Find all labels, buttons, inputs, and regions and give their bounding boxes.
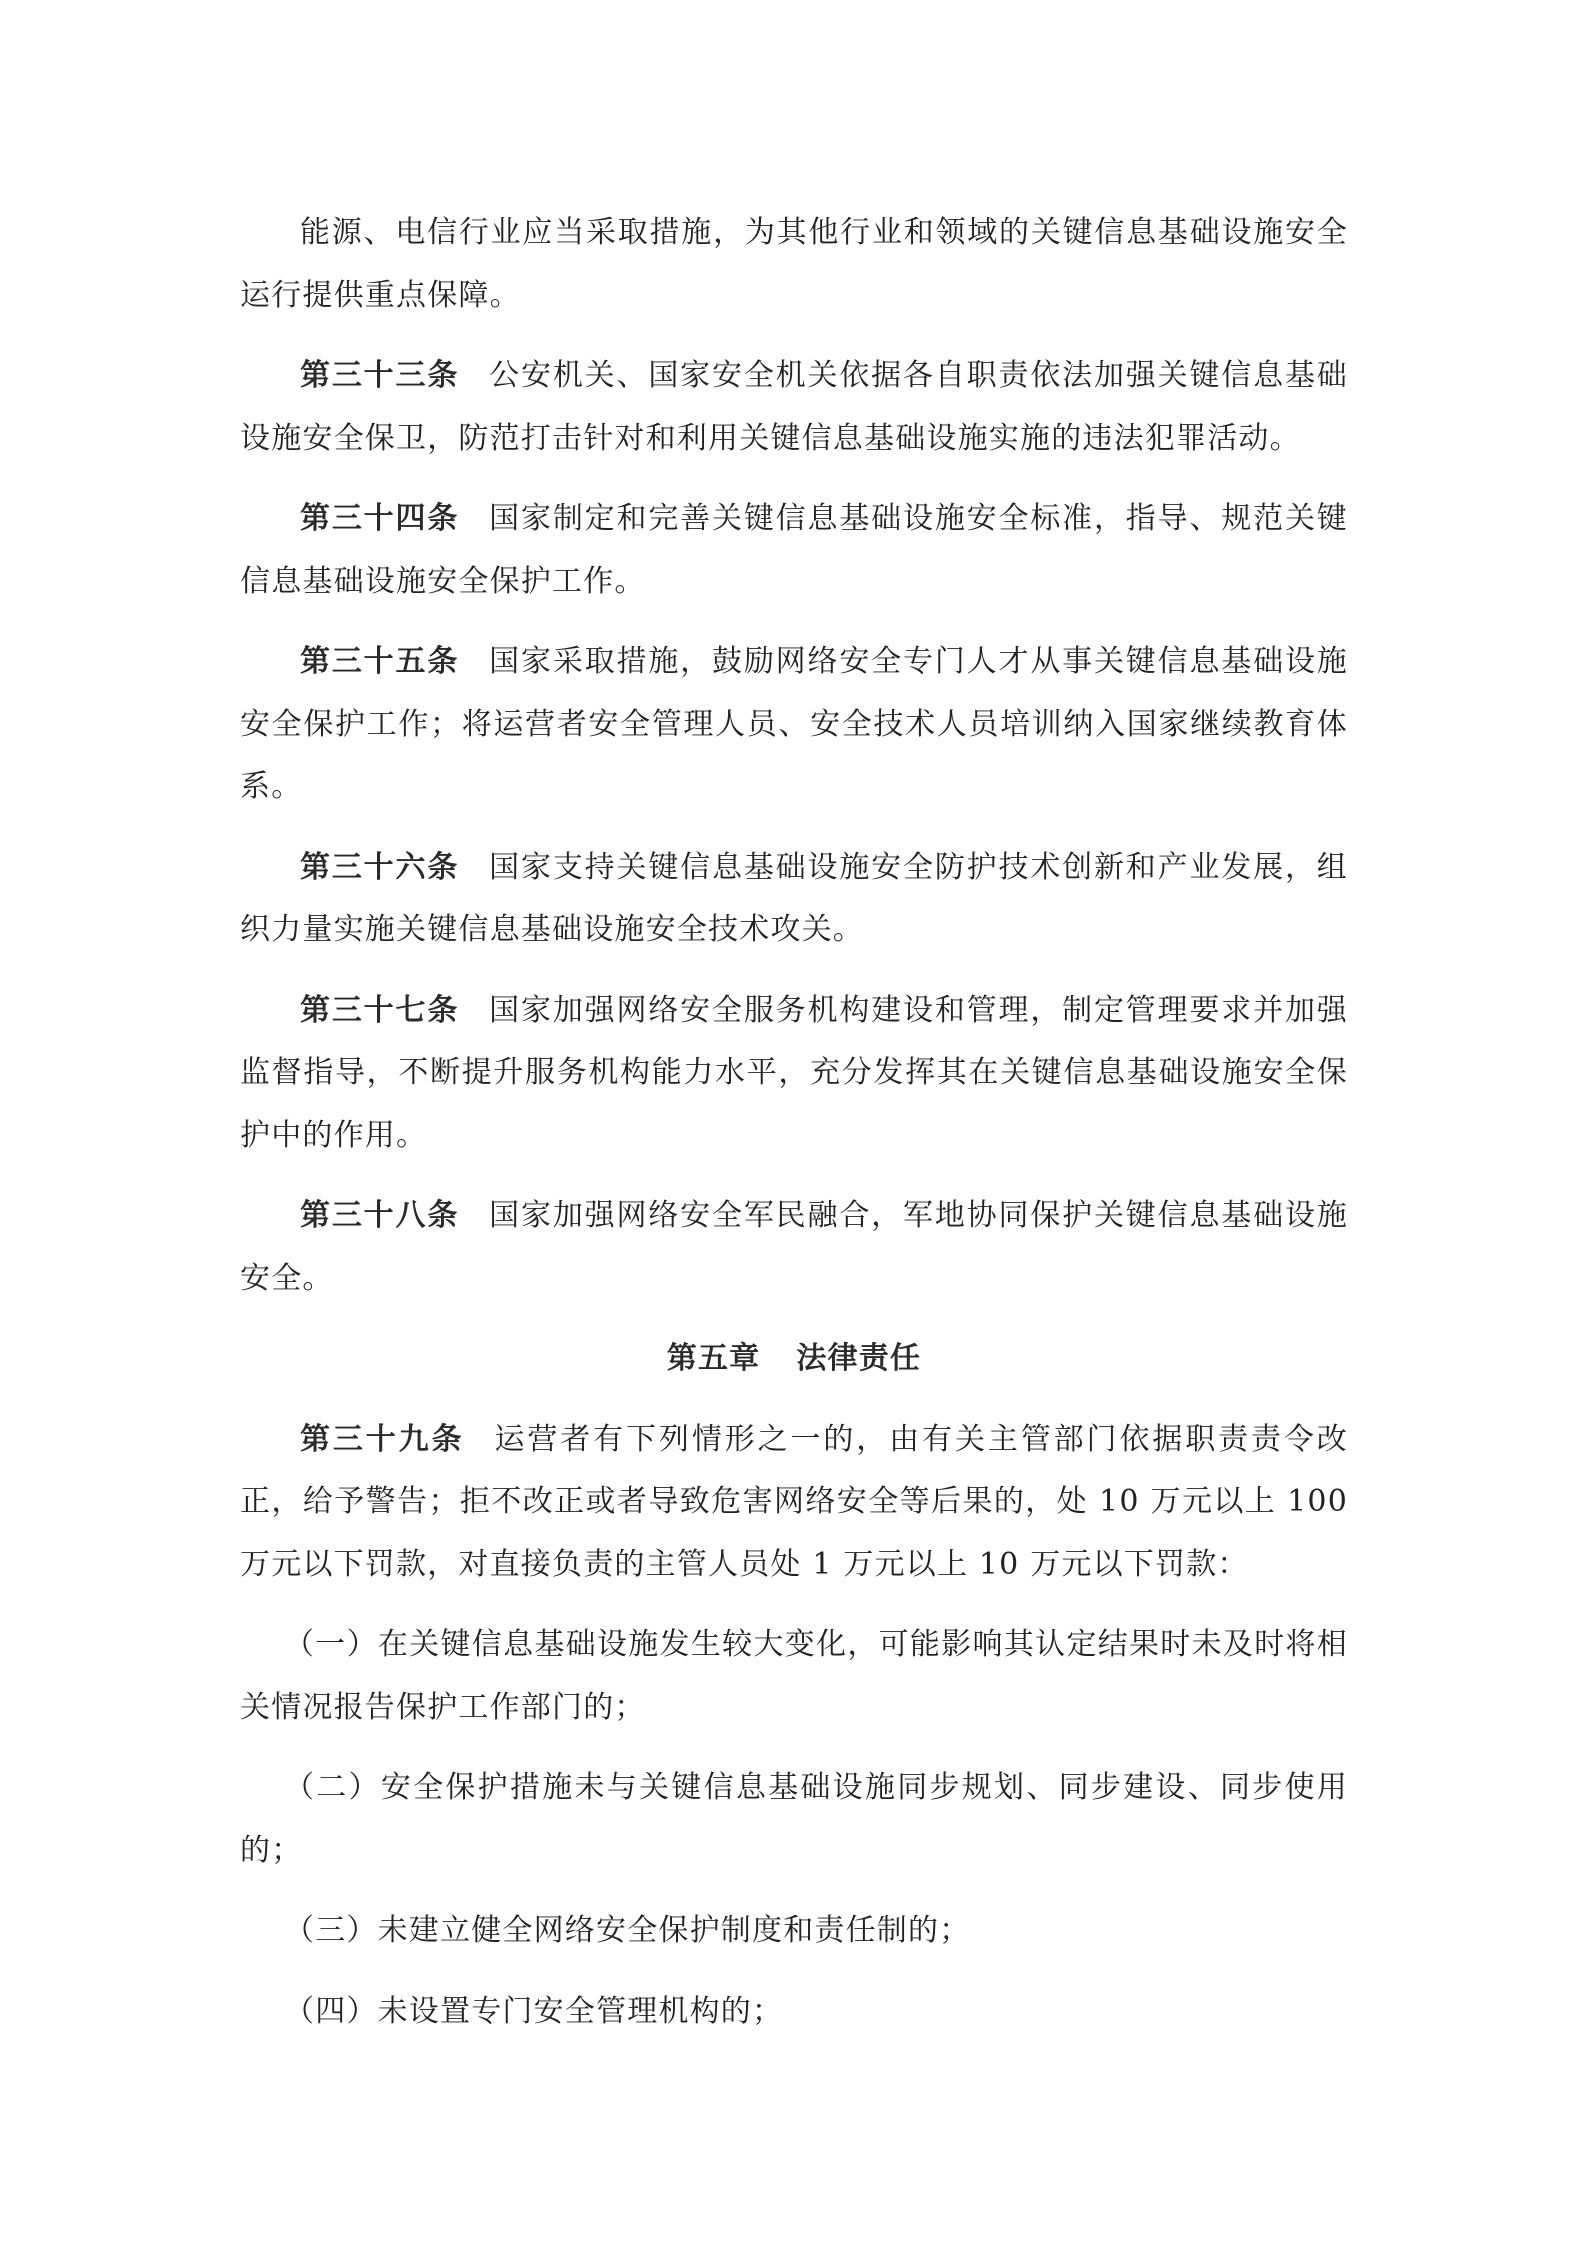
article-number: 第三十七条: [300, 992, 460, 1028]
article-text: 运营者有下列情形之一的，由有关主管部门依据职责责令改正，给予警告；拒不改正或者导致危害网络安全等后果的，处 10 万元以上 100 万元以下罚款，对直接负责的主管人员处 1 万元以上 10 万元以下罚款：: [240, 1421, 1348, 1582]
article-text: 国家加强网络安全军民融合，军地协同保护关键信息基础设施安全。: [240, 1198, 1349, 1296]
article-number: 第三十六条: [300, 849, 460, 885]
article-text: 国家制定和完善关键信息基础设施安全标准，指导、规范关键信息基础设施安全保护工作。: [240, 501, 1349, 599]
article-number: 第三十四条: [300, 501, 460, 536]
article-39: [240, 1409, 1348, 1597]
chapter-title: 法律责任: [796, 1341, 922, 1376]
article-text: 国家加强网络安全服务机构建设和管理，制定管理要求并加强监督指导，不断提升服务机构能力水平，充分发挥其在关键信息基础设施安全保护中的作用。: [240, 992, 1349, 1153]
article-35: [240, 631, 1348, 819]
article-text: 国家支持关键信息基础设施安全防护技术创新和产业发展，组织力量实施关键信息基础设施安全技术攻关。: [240, 849, 1349, 947]
chapter-number: 第五章: [666, 1341, 761, 1376]
document-page: [240, 202, 1348, 2043]
article-number: 第三十八条: [300, 1198, 460, 1233]
article-33: [240, 345, 1348, 470]
article-34: [240, 488, 1348, 613]
article-text: 公安机关、国家安全机关依据各自职责依法加强关键信息基础设施安全保卫，防范打击针对和利用关键信息基础设施实施的违法犯罪活动。: [240, 358, 1349, 456]
article-text: 国家采取措施，鼓励网络安全专门人才从事关键信息基础设施安全保护工作；将运营者安全管理人员、安全技术人员培训纳入国家继续教育体系。: [240, 644, 1349, 804]
article-38: [240, 1185, 1348, 1310]
article-39-item-1: （一）在关键信息基础设施发生较大变化，可能影响其认定结果时未及时将相关情况报告保护工作部门的；: [240, 1627, 1348, 1725]
article-number: 第三十五条: [300, 644, 460, 679]
article-39-item-2: （二）安全保护措施未与关键信息基础设施同步规划、同步建设、同步使用的；: [240, 1770, 1348, 1868]
article-37: [240, 980, 1348, 1168]
article-36: [240, 837, 1348, 962]
article-39-item-3: （三）未建立健全网络安全保护制度和责任制的；: [284, 1913, 971, 1948]
article-number: 第三十三条: [300, 358, 460, 393]
chapter-heading: [240, 1328, 1348, 1391]
article-39-item-4: （四）未设置专门安全管理机构的；: [284, 1993, 784, 2029]
paragraph-continuation: 能源、电信行业应当采取措施，为其他行业和领域的关键信息基础设施安全运行提供重点保障。: [240, 215, 1348, 313]
article-number: 第三十九条: [300, 1421, 465, 1457]
